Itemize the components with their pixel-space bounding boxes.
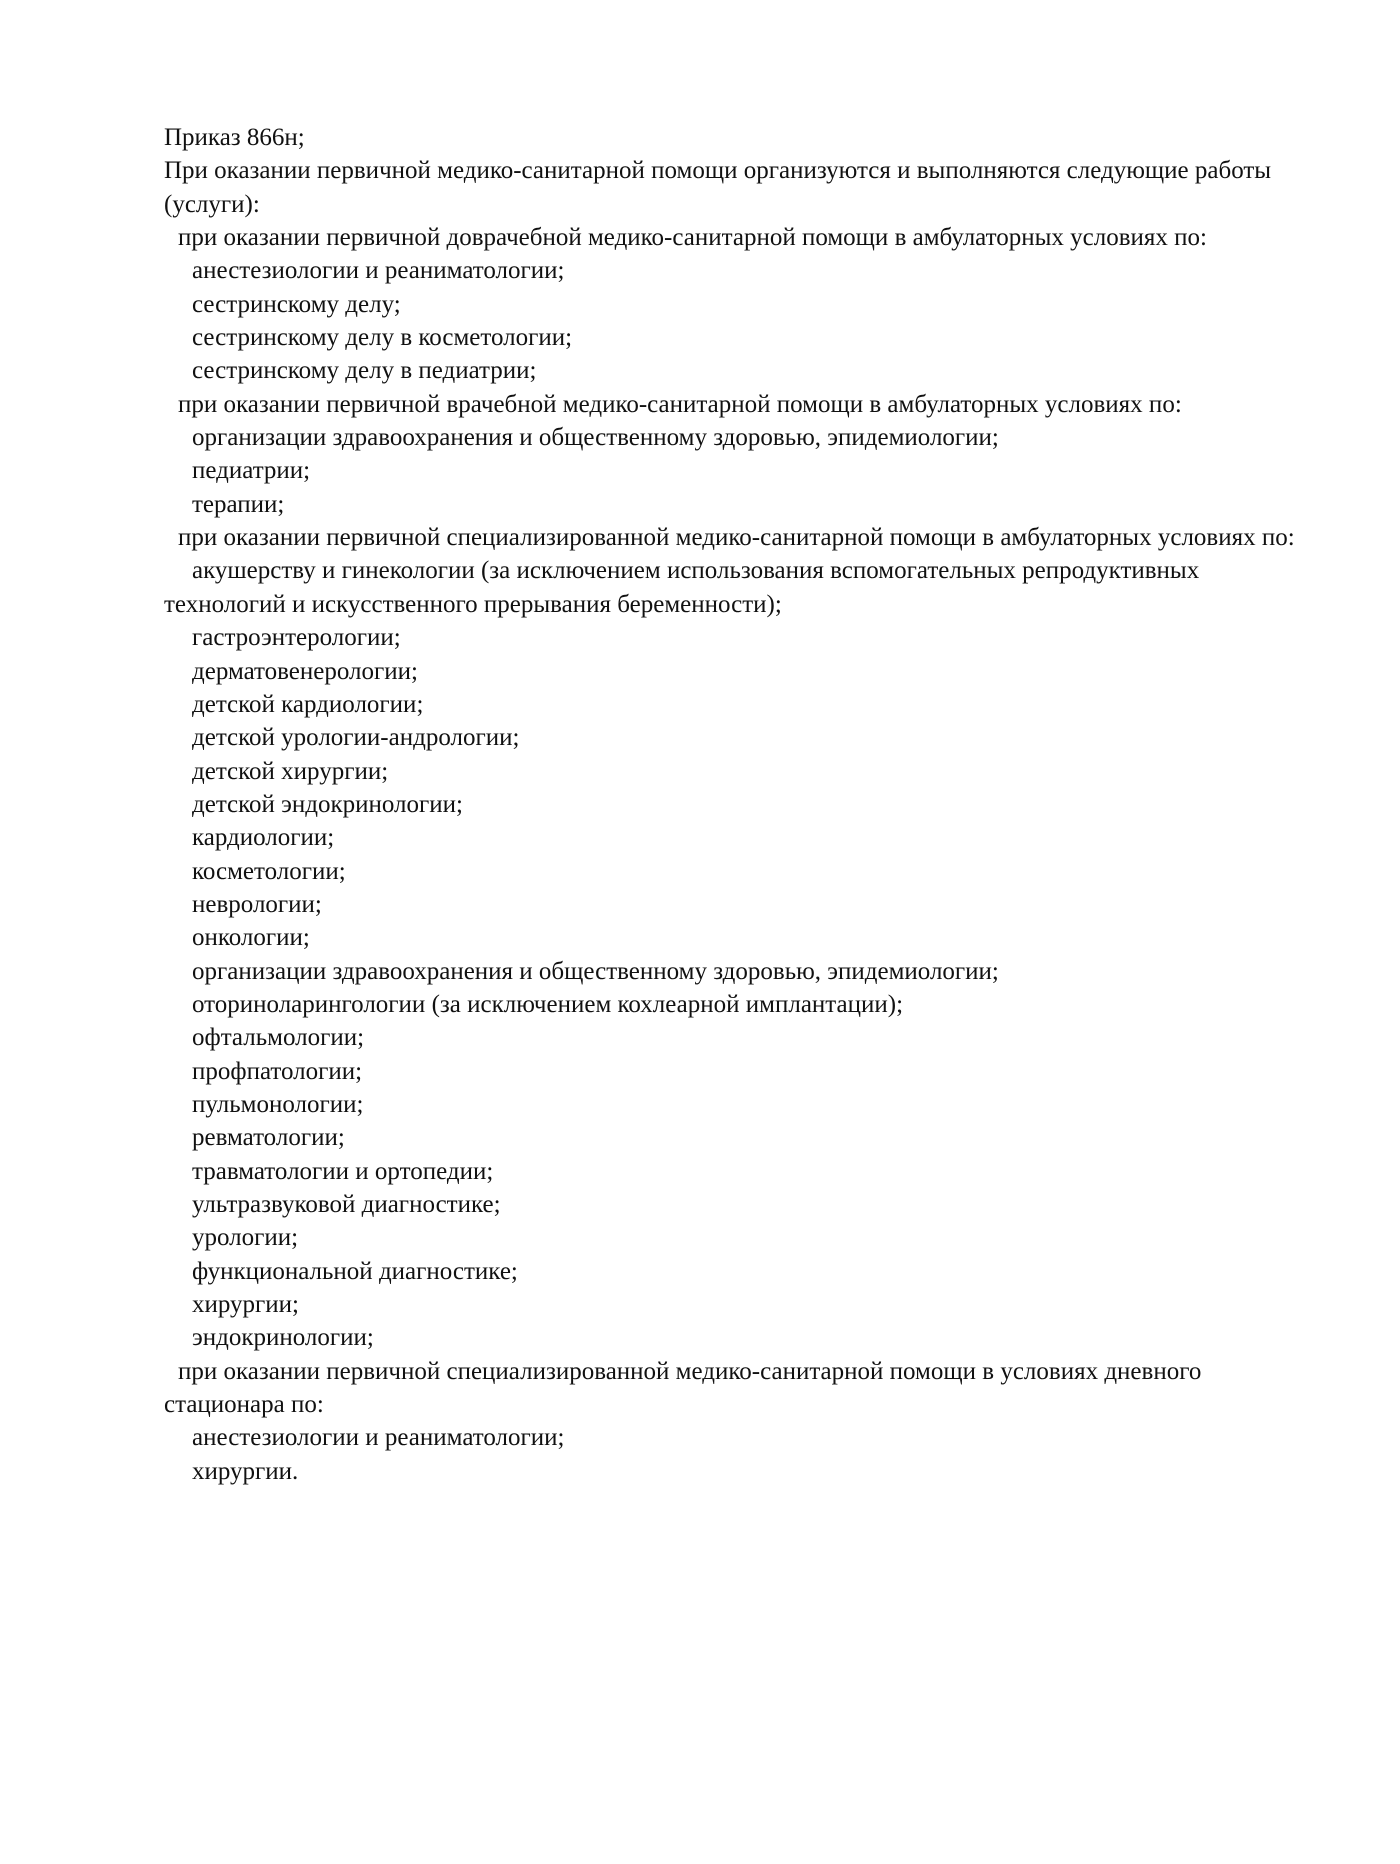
list-item: анестезиологии и реаниматологии;: [192, 1424, 565, 1452]
list-item: детской эндокринологии;: [192, 790, 463, 818]
list-item: пульмонологии;: [192, 1090, 364, 1118]
list-item: косметологии;: [192, 857, 346, 885]
list-item: организации здравоохранения и общественному здоровью, эпидемиологии;: [192, 957, 999, 985]
list-item: терапии;: [192, 490, 285, 518]
list-item: профпатологии;: [192, 1057, 363, 1085]
list-item: урологии;: [192, 1224, 299, 1252]
section-heading: при оказании первичной специализированной медико-санитарной помощи в амбулаторных условиях по:: [178, 524, 1295, 552]
list-item: онкологии;: [192, 924, 310, 952]
list-item: анестезиологии и реаниматологии;: [192, 257, 565, 285]
section-heading: при оказании первичной доврачебной медико-санитарной помощи в амбулаторных условиях по:: [178, 224, 1207, 252]
list-item: офтальмологии;: [192, 1024, 365, 1052]
list-item: травматологии и ортопедии;: [192, 1157, 494, 1185]
section-heading: при оказании первичной специализированной медико-санитарной помощи в условиях дневного стационара по:: [164, 1357, 1208, 1419]
list-item: неврологии;: [192, 890, 322, 918]
list-item: акушерству и гинекологии (за исключением использования вспомогательных репродуктивных технологий и искусственного прерывания беременности);: [164, 557, 1206, 618]
list-item: хирургии;: [192, 1291, 300, 1319]
list-item: хирургии.: [192, 1457, 299, 1485]
document-title: Приказ 866н;: [164, 124, 305, 151]
document-intro: При оказании первичной медико-санитарной помощи организуются и выполняются следующие работы (услуги):: [164, 157, 1278, 218]
list-item: эндокринологии;: [192, 1324, 374, 1352]
list-item: ревматологии;: [192, 1124, 345, 1152]
list-item: кардиологии;: [192, 824, 335, 852]
list-item: оториноларингологии (за исключением кохлеарной имплантации);: [192, 990, 904, 1018]
section-heading: при оказании первичной врачебной медико-санитарной помощи в амбулаторных условиях по:: [178, 390, 1182, 418]
list-item: сестринскому делу;: [192, 290, 401, 318]
list-item: педиатрии;: [192, 457, 311, 485]
list-item: сестринскому делу в косметологии;: [192, 324, 573, 352]
list-item: организации здравоохранения и общественному здоровью, эпидемиологии;: [192, 424, 999, 452]
list-item: детской урологии-андрологии;: [192, 724, 520, 752]
list-item: функциональной диагностике;: [192, 1257, 518, 1285]
list-item: детской хирургии;: [192, 757, 389, 785]
list-item: детской кардиологии;: [192, 690, 424, 718]
document-body: [164, 121, 1314, 1488]
list-item: дерматовенерологии;: [192, 657, 418, 685]
list-item: сестринскому делу в педиатрии;: [192, 357, 537, 385]
list-item: ультразвуковой диагностике;: [192, 1191, 501, 1218]
list-item: гастроэнтерологии;: [192, 624, 401, 652]
